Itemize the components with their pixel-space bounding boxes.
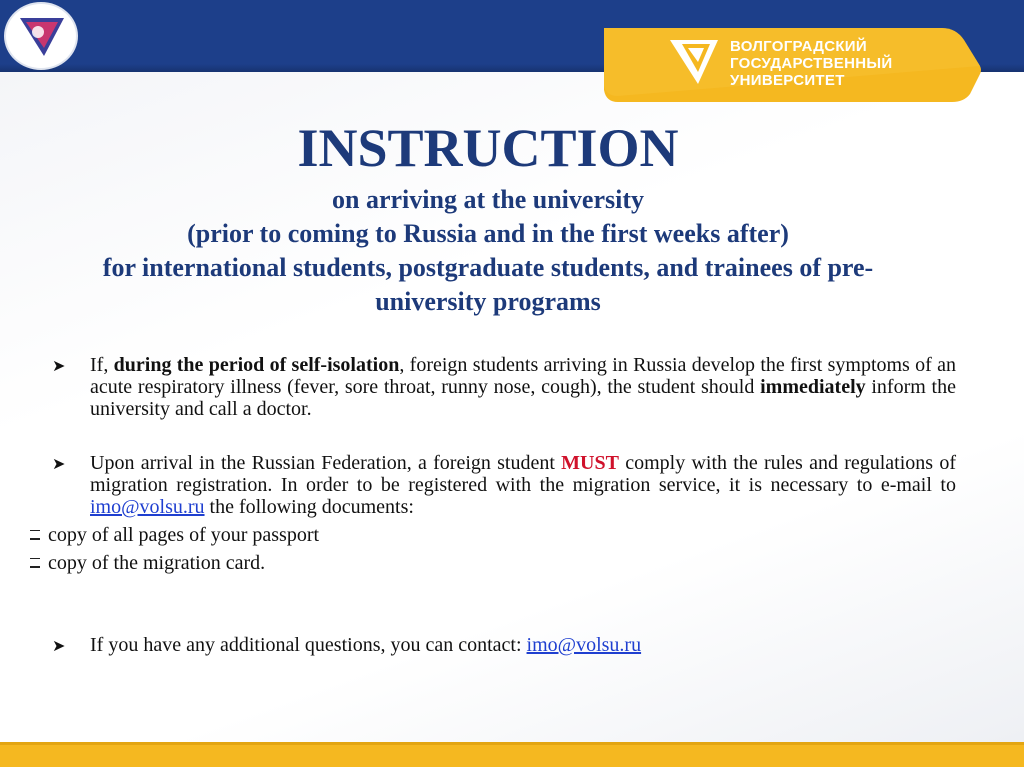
bullet-text xyxy=(90,634,956,656)
page-subtitle xyxy=(40,183,936,319)
text-span: , foreign students arriving in Russia develop the first symptoms of an acute respiratory illness (fever, sore throat, runny nose, cough), the student should xyxy=(90,354,957,398)
subtitle-line: for international students, postgraduate students, and trainees of pre- xyxy=(102,253,874,282)
emphasis-text: during the period of self-isolation xyxy=(113,354,400,376)
arrow-bullet-icon: ➤ xyxy=(52,454,66,473)
document-item-label: copy of the migration card. xyxy=(48,552,266,574)
text-span: If you have any additional questions, you can contact: xyxy=(90,634,527,656)
university-banner xyxy=(598,26,982,102)
text-span: inform the university and call a doctor. xyxy=(90,376,956,420)
bullet-text xyxy=(90,452,956,518)
email-link[interactable]: imo@volsu.ru xyxy=(526,634,642,656)
text-span: comply with the rules and regulations of migration registration. In order to be registered with the migration service, it is necessary to e-mail to xyxy=(90,452,956,496)
arrow-bullet-icon: ➤ xyxy=(52,356,66,375)
dash-marker-icon xyxy=(30,530,40,540)
university-name-line: ВОЛГОГРАДСКИЙ xyxy=(730,38,867,55)
university-name xyxy=(730,38,970,89)
page-title: INSTRUCTION xyxy=(297,118,679,178)
document-item-passport xyxy=(30,524,319,546)
document-item-migration-card xyxy=(30,552,265,574)
vlsu-emblem-icon xyxy=(6,4,76,68)
arrow-bullet-icon: ➤ xyxy=(52,636,66,655)
emphasis-text: immediately xyxy=(760,376,866,398)
bullet-text xyxy=(90,354,956,420)
bullet-migration xyxy=(52,452,956,518)
text-span: Upon arrival in the Russian Federation, a foreign student xyxy=(90,452,562,474)
dash-marker-icon xyxy=(30,558,40,568)
instruction-list xyxy=(52,354,956,518)
email-link[interactable]: imo@volsu.ru xyxy=(90,496,205,518)
bullet-self-isolation xyxy=(52,354,956,420)
bullet-contact xyxy=(52,634,956,657)
text-span: the following documents: xyxy=(204,496,414,518)
must-emphasis: MUST xyxy=(561,452,619,474)
university-name-line: УНИВЕРСИТЕТ xyxy=(730,72,845,89)
subtitle-line: on arriving at the university xyxy=(332,185,644,214)
document-item-label: copy of all pages of your passport xyxy=(48,524,320,546)
footer-band xyxy=(0,742,1024,767)
footer-band-line xyxy=(0,742,1024,745)
subtitle-line: (prior to coming to Russia and in the first weeks after) xyxy=(187,219,789,248)
subtitle-line: university programs xyxy=(375,287,601,316)
university-name-line: ГОСУДАРСТВЕННЫЙ xyxy=(730,55,893,72)
text-span: If, xyxy=(90,354,114,376)
contact-section xyxy=(52,634,956,657)
